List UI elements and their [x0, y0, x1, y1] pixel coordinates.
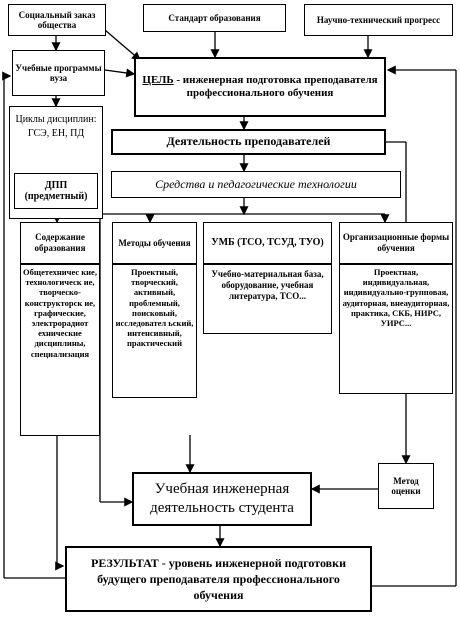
- scientific-progress-box: [304, 4, 453, 36]
- curricula-box: [12, 50, 105, 96]
- goal-text: [142, 74, 378, 99]
- dpp-text: ДПП (предметный): [24, 179, 88, 202]
- goal-box: [134, 57, 386, 117]
- column-header-umb-text: УМБ (ТСО, ТСУД, ТУО): [211, 237, 324, 248]
- column-body-umb-text: Учебно-материальная база, оборудование, учебная литература, ТСО...: [211, 269, 324, 301]
- education-standard-box: [143, 4, 286, 32]
- goal-prefix: ЦЕЛЬ: [142, 74, 174, 87]
- column-body-forms: [339, 264, 453, 394]
- column-header-forms: [339, 222, 453, 264]
- column-body-forms-text: Проектная, индивидуальная, индивидуально-групповая, аудиторная, внеаудиторная, практика, СКБ, НИРС, УИРС...: [342, 267, 450, 328]
- social-order-text: Социальный заказ общества: [18, 9, 96, 30]
- evaluation-method-text: Метод оценки: [391, 475, 421, 496]
- curricula-text: Учебные программы вуза: [15, 62, 102, 83]
- column-body-methods: [112, 264, 197, 398]
- result-text: [75, 555, 362, 604]
- column-header-forms-text: Организационные формы обучения: [342, 232, 450, 253]
- column-header-content-text: Содержание образования: [34, 232, 86, 253]
- column-body-umb: [203, 264, 332, 334]
- scientific-progress-text: Научно-технический прогресс: [316, 14, 441, 25]
- result-box: [65, 546, 372, 612]
- social-order-box: [8, 4, 106, 36]
- student-activity-box: [132, 472, 312, 526]
- column-header-methods-text: Методы обучения: [118, 237, 191, 248]
- discipline-cycles-list: ГСЭ, ЕН, ПД: [27, 127, 85, 139]
- means-technologies-text: Средства и педагогические технологии: [155, 176, 357, 191]
- discipline-cycles-title: Циклы дисциплин:: [15, 114, 97, 125]
- column-body-content-text: Общетехничес кие, технологическ ие, творческо-конструкторск ие, графические, электрорадиот ехнические дисциплины, специализация: [23, 267, 97, 359]
- discipline-cycles-inner: [15, 107, 96, 140]
- column-body-methods-text: Проектный, творческий, активный, проблемный, поисковый, исследовател ьский, интенсивный, практический: [115, 267, 194, 349]
- student-activity-text: Учебная инженерная деятельность студента: [150, 480, 294, 516]
- column-header-methods: [112, 222, 197, 264]
- goal-rest: - инженерная подготовка преподавателя профессионального обучения: [173, 74, 378, 99]
- teacher-activity-text: Деятельность преподавателей: [166, 134, 331, 149]
- evaluation-method-box: [378, 463, 434, 509]
- column-body-content: [20, 264, 100, 436]
- means-technologies-box: [111, 171, 401, 198]
- education-standard-text: Стандарт образования: [168, 12, 261, 23]
- result-rest: - уровень инженерной подготовки будущего преподавателя профессионального обучения: [97, 555, 346, 603]
- teacher-activity-box: [111, 129, 386, 155]
- result-prefix: РЕЗУЛЬТАТ: [91, 555, 159, 570]
- dpp-box: [14, 173, 98, 209]
- column-header-content: [20, 222, 100, 264]
- column-header-umb: [203, 222, 332, 264]
